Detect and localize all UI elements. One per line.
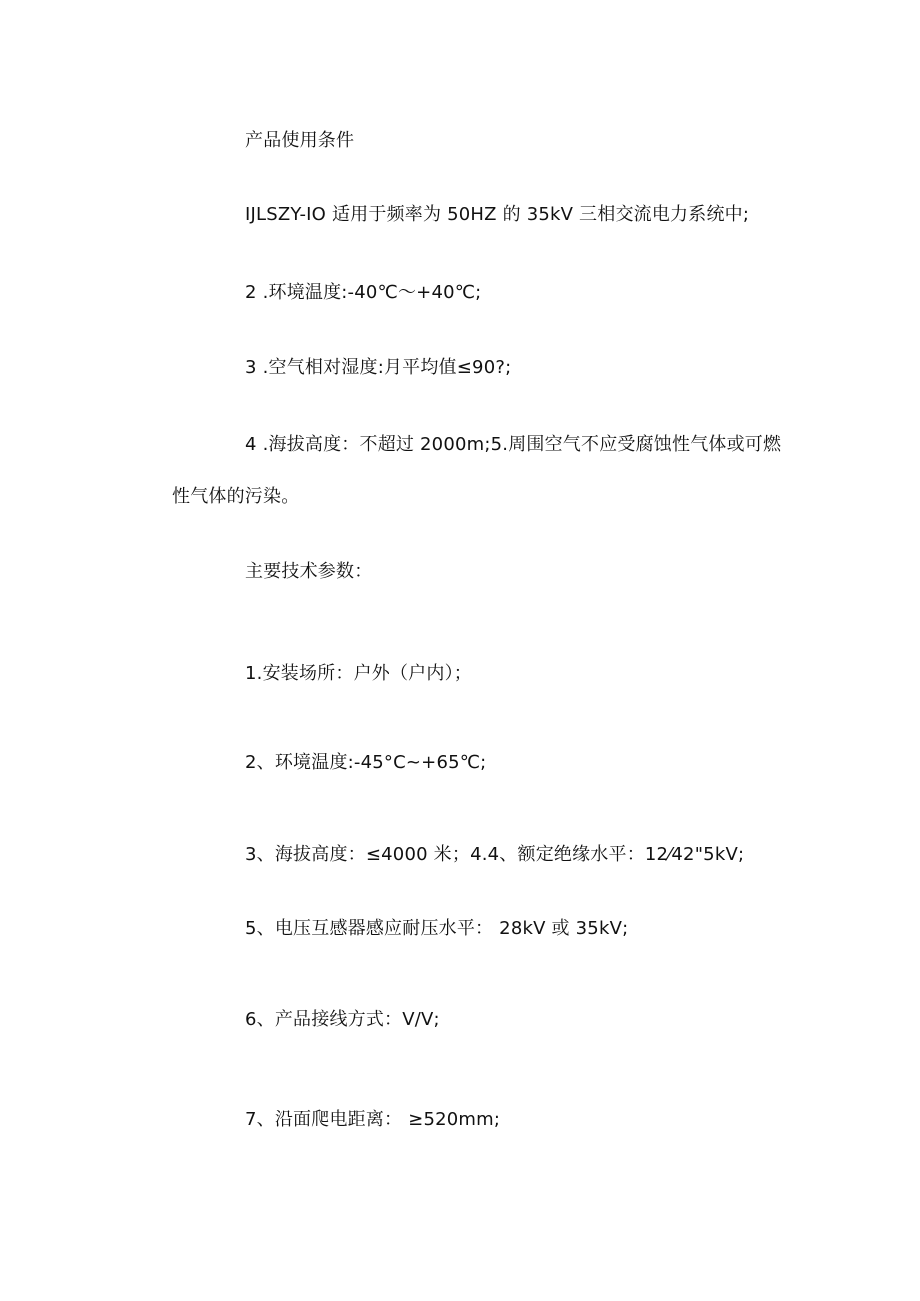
param-line-4: 5、电压互感器感应耐压水平： 28kV 或 35kV;	[245, 918, 629, 939]
condition-line-2: 2 .环境温度:-40℃～+40℃;	[245, 282, 482, 303]
params-heading: 主要技术参数：	[245, 561, 373, 582]
param-line-2: 2、环境温度:-45°C~+65℃;	[245, 752, 487, 773]
param-line-6: 7、沿面爬电距离： ≥520mm;	[245, 1109, 501, 1130]
conditions-heading: 产品使用条件	[245, 130, 355, 151]
param-line-1: 1.安装场所：户外（户内）；	[245, 663, 472, 684]
param-line-5: 6、产品接线方式：V/V;	[245, 1009, 440, 1030]
param-line-3: 3、海拔高度：≤4000 米；4.4、额定绝缘水平：12⁄42"5kV;	[245, 844, 745, 865]
condition-line-4-continued: 性气体的污染。	[172, 486, 300, 507]
condition-line-4: 4 .海拔高度：不超过 2000m;5.周围空气不应受腐蚀性气体或可燃	[245, 434, 782, 455]
condition-line-1: IJLSZY-IO 适用于频率为 50HZ 的 35kV 三相交流电力系统中;	[245, 204, 750, 225]
condition-line-3: 3 .空气相对湿度:月平均值≤90?;	[245, 357, 512, 378]
